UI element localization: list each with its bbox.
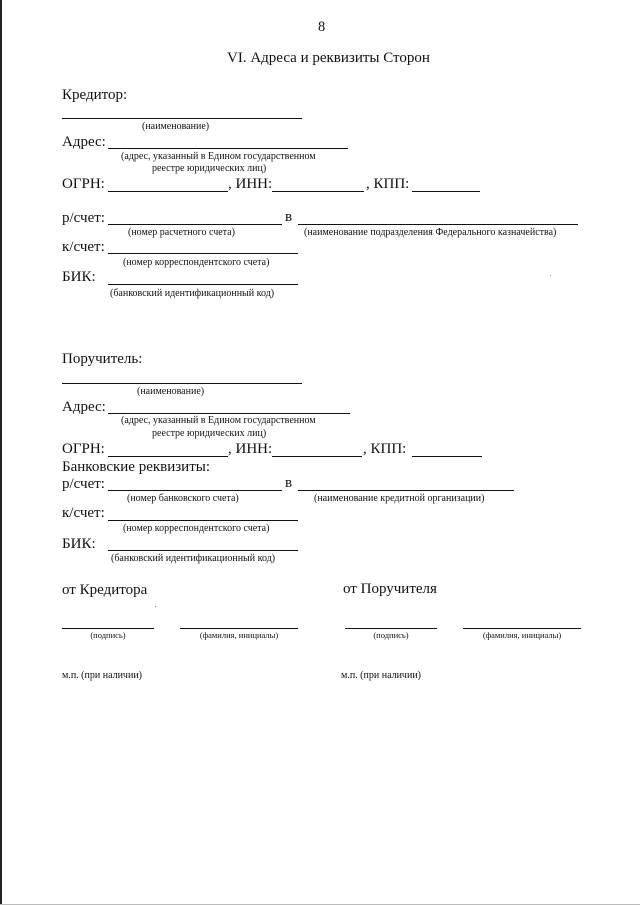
from-guarantor-label: от Поручителя — [343, 581, 437, 597]
guarantor-address-line — [108, 413, 350, 414]
creditor-account-caption: (номер расчетного счета) — [128, 227, 235, 238]
guarantor-corr-line — [108, 520, 298, 521]
creditor-inn-line — [272, 191, 364, 192]
guarantor-bik-line — [108, 550, 298, 551]
guarantor-signature-caption: (подпись) — [373, 630, 409, 640]
creditor-ogrn-label: ОГРН: — [62, 176, 105, 192]
scan-speck — [155, 606, 156, 607]
guarantor-corr-caption: (номер корреспондентского счета) — [123, 523, 270, 534]
guarantor-account-line — [108, 490, 282, 491]
guarantor-corr-label: к/счет: — [62, 505, 105, 521]
creditor-kpp-line — [412, 191, 480, 192]
guarantor-name-caption: (наименование) — [137, 386, 205, 397]
guarantor-account-caption: (номер банковского счета) — [127, 493, 239, 504]
guarantor-ogrn-label: ОГРН: — [62, 441, 105, 457]
creditor-ogrn-line — [108, 191, 228, 192]
guarantor-address-label: Адрес: — [62, 399, 106, 415]
guarantor-kpp-line — [412, 456, 482, 457]
guarantor-seal-note: м.п. (при наличии) — [341, 670, 421, 681]
creditor-treasury-caption: (наименование подразделения Федерального казначейства) — [304, 227, 557, 238]
creditor-bik-label: БИК: — [62, 269, 96, 285]
creditor-bik-caption: (банковский идентификационный код) — [110, 288, 275, 299]
guarantor-name-sign-caption: (фамилия, инициалы) — [482, 630, 562, 640]
creditor-address-label: Адрес: — [62, 134, 106, 150]
guarantor-heading: Поручитель: — [62, 351, 143, 367]
creditor-kpp-label: , КПП: — [366, 176, 410, 192]
guarantor-bank-line — [298, 490, 514, 491]
guarantor-kpp-label: , КПП: — [363, 441, 407, 457]
creditor-account-line — [108, 224, 282, 225]
guarantor-ogrn-line — [108, 456, 228, 457]
creditor-name-line — [62, 118, 302, 119]
creditor-treasury-line — [298, 224, 578, 225]
creditor-bik-line — [108, 284, 298, 285]
guarantor-bank-details-label: Банковские реквизиты: — [62, 459, 211, 475]
creditor-address-caption-1: (адрес, указанный в Едином государственном — [121, 151, 316, 162]
creditor-corr-caption: (номер корреспондентского счета) — [123, 257, 270, 268]
guarantor-inn-label: , ИНН: — [228, 441, 273, 457]
creditor-seal-note: м.п. (при наличии) — [62, 670, 142, 681]
guarantor-in-label: в — [285, 475, 293, 491]
guarantor-address-caption-1: (адрес, указанный в Едином государственном — [121, 415, 316, 426]
guarantor-inn-line — [272, 456, 362, 457]
creditor-name-sign-line — [180, 628, 298, 629]
guarantor-account-label: р/счет: — [62, 476, 105, 492]
creditor-heading: Кредитор: — [62, 87, 128, 103]
page-number: 8 — [318, 19, 326, 35]
guarantor-address-caption-2: реестре юридических лиц) — [152, 428, 267, 439]
creditor-inn-label: , ИНН: — [228, 176, 273, 192]
guarantor-bik-caption: (банковский идентификационный код) — [111, 553, 276, 564]
section-title: VI. Адреса и реквизиты Сторон — [227, 50, 430, 66]
page-left-edge — [0, 0, 2, 905]
creditor-corr-label: к/счет: — [62, 239, 105, 255]
guarantor-signature-line — [345, 628, 437, 629]
creditor-name-sign-caption: (фамилия, инициалы) — [199, 630, 279, 640]
guarantor-name-sign-line — [463, 628, 581, 629]
guarantor-bank-caption: (наименование кредитной организации) — [314, 493, 485, 504]
guarantor-name-line — [62, 383, 302, 384]
creditor-corr-line — [108, 253, 298, 254]
guarantor-bik-label: БИК: — [62, 536, 96, 552]
creditor-signature-line — [62, 628, 154, 629]
scan-speck — [550, 275, 551, 276]
creditor-account-label: р/счет: — [62, 210, 105, 226]
creditor-name-caption: (наименование) — [142, 121, 210, 132]
creditor-address-caption-2: реестре юридических лиц) — [152, 163, 267, 174]
from-creditor-label: от Кредитора — [62, 582, 148, 598]
creditor-address-line — [108, 148, 348, 149]
creditor-signature-caption: (подпись) — [90, 630, 126, 640]
creditor-in-label: в — [285, 209, 293, 225]
